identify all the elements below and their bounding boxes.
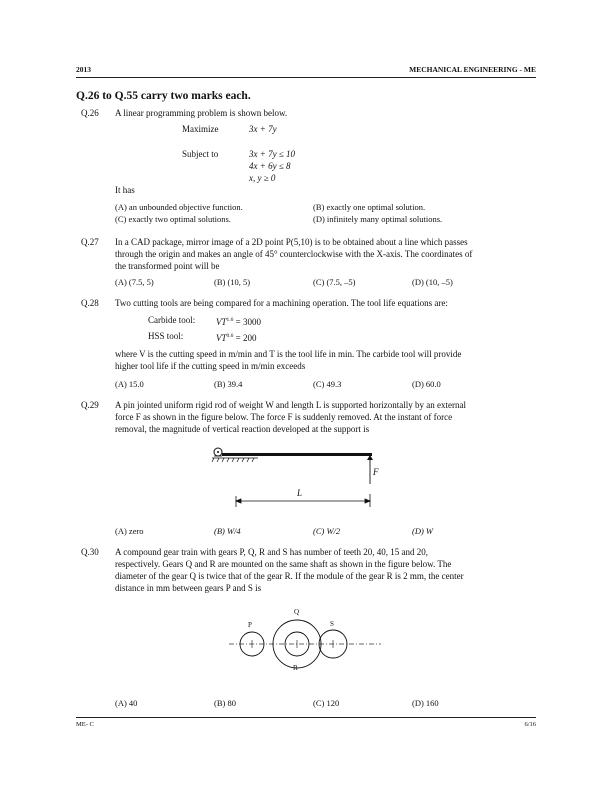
q28-hss-base: VT	[216, 333, 227, 343]
q30-option-d: (D) 160	[412, 698, 439, 708]
q29-line-2: force F as shown in the figure below. The force F is suddenly removed. At the instant of force	[115, 412, 453, 422]
q26-constraint-2: 4x + 6y ≤ 8	[249, 161, 291, 171]
gear-s-label: S	[330, 620, 334, 628]
q28-carbide-label: Carbide tool:	[148, 315, 196, 325]
gear-r-label: R	[293, 664, 298, 672]
q27-line-1: In a CAD package, mirror image of a 2D point P(5,10) is to be obtained about a line which passes	[115, 237, 468, 247]
force-label: F	[373, 467, 379, 477]
length-label: L	[297, 488, 303, 498]
q26-text: A linear programming problem is shown below.	[115, 108, 288, 118]
header-paper: MECHANICAL ENGINEERING - ME	[409, 65, 536, 74]
q28-option-c: (C) 49.3	[313, 379, 342, 389]
q26-number: Q.26	[81, 108, 99, 118]
q27-option-b: (B) (10, 5)	[214, 277, 251, 287]
q30-line-3: diameter of the gear Q is twice that of the gear R. If the module of the gear R is 2 mm, the center	[115, 571, 464, 581]
q26-constraint-1: 3x + 7y ≤ 10	[249, 149, 296, 159]
q28-number: Q.28	[81, 298, 99, 308]
footer-page: 6/16	[524, 721, 536, 728]
q28-carbide-equation	[216, 315, 261, 328]
q29-option-b: (B) W/4	[214, 526, 241, 536]
header-rule	[76, 77, 536, 78]
q26-option-c: (C) exactly two optimal solutions.	[115, 214, 231, 224]
q27-option-d: (D) (10, –5)	[412, 277, 453, 287]
q30-line-2: respectively. Gears Q and R are mounted on the same shaft as shown in the figure below. The	[115, 559, 452, 569]
q27-option-c: (C) (7.5, –5)	[313, 277, 356, 287]
q26-constraint-3: x, y ≥ 0	[249, 173, 276, 183]
q28-option-a: (A) 15.0	[115, 379, 144, 389]
ground-hatch	[212, 458, 258, 462]
q30-line-1: A compound gear train with gears P, Q, R and S has number of teeth 20, 40, 15 and 20,	[115, 547, 428, 557]
q28-line-3: higher tool life if the cutting speed in m/min exceeds	[115, 361, 306, 371]
q27-option-a: (A) (7.5, 5)	[115, 277, 154, 287]
q28-line-2: where V is the cutting speed in m/min and T is the tool life in min. The carbide tool will provide	[115, 349, 462, 359]
pin-support	[214, 448, 222, 456]
q26-objective: 3x + 7y	[249, 124, 277, 134]
length-dimension	[236, 494, 370, 507]
footer-code: ME- C	[76, 721, 94, 728]
q28-carbide-rhs: = 3000	[235, 317, 261, 327]
q29-option-c: (C) W/2	[313, 526, 341, 536]
q29-option-a: (A) zero	[115, 526, 144, 536]
q29-rod-figure	[200, 440, 400, 520]
q28-carbide-base: VT	[216, 317, 227, 327]
gear-p-label: P	[248, 621, 252, 629]
q28-hss-exponent: 0.6	[226, 333, 234, 339]
q28-hss-equation	[216, 331, 256, 344]
q27-number: Q.27	[81, 237, 99, 247]
q28-text: Two cutting tools are being compared for a machining operation. The tool life equations are:	[115, 298, 448, 308]
q30-gear-figure	[225, 600, 385, 680]
q28-option-b: (B) 39.4	[214, 379, 243, 389]
q30-line-4: distance in mm between gears P and S is	[115, 583, 262, 593]
q29-number: Q.29	[81, 400, 99, 410]
q29-line-3: removal, the magnitude of vertical reaction developed at the support is	[115, 424, 370, 434]
q30-number: Q.30	[81, 547, 99, 557]
q28-carbide-exponent: 1.6	[226, 317, 234, 323]
footer-rule	[76, 717, 536, 718]
gear-q-label: Q	[294, 608, 300, 616]
q26-option-b: (B) exactly one optimal solution.	[313, 202, 426, 212]
q28-hss-label: HSS tool:	[148, 331, 184, 341]
q30-option-b: (B) 80	[214, 698, 236, 708]
q29-option-d: (D) W	[412, 526, 434, 536]
rod	[222, 453, 372, 456]
q30-option-a: (A) 40	[115, 698, 138, 708]
q26-option-d: (D) infinitely many optimal solutions.	[313, 214, 443, 224]
q28-option-d: (D) 60.0	[412, 379, 441, 389]
q27-line-2: through the origin and makes an angle of 45° counterclockwise with the X-axis. The coordinates of	[115, 249, 473, 259]
q27-line-3: the transformed point will be	[115, 261, 220, 271]
header-year: 2013	[76, 65, 91, 74]
q26-option-a: (A) an unbounded objective function.	[115, 202, 243, 212]
q26-it-has: It has	[115, 185, 135, 195]
q30-option-c: (C) 120	[313, 698, 340, 708]
section-title: Q.26 to Q.55 carry two marks each.	[76, 90, 251, 102]
q28-hss-rhs: = 200	[235, 333, 257, 343]
q29-line-1: A pin jointed uniform rigid rod of weight W and length L is supported horizontally by an external	[115, 400, 467, 410]
q26-maximize-label: Maximize	[182, 124, 219, 134]
q26-subject-label: Subject to	[182, 149, 219, 159]
